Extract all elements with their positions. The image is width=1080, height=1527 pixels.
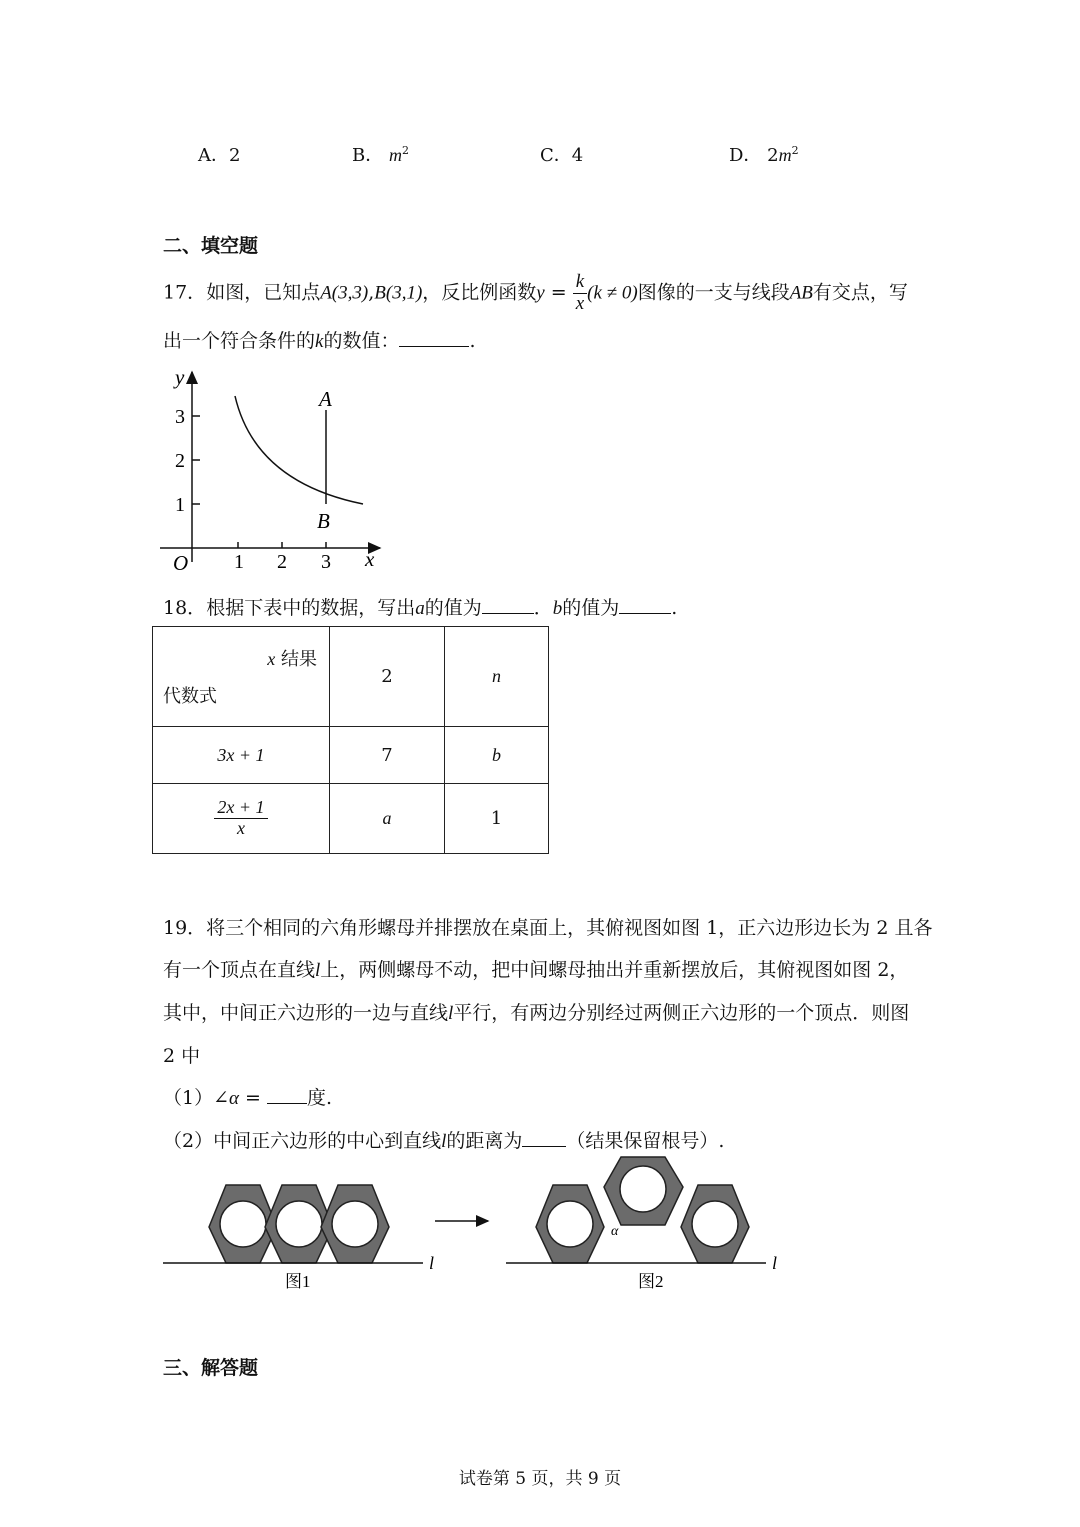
q17-var-k: k — [315, 331, 324, 352]
q19-var-l-3: l — [441, 1131, 447, 1152]
q19-line1: 19．将三个相同的六角形螺母并排摆放在桌面上，其俯视图如图 1，正六边形边长为 2 且各 — [163, 917, 933, 939]
table-row2-c1: a — [330, 784, 445, 854]
y-tick-label-2: 2 — [175, 450, 185, 472]
q17-number: 17． — [163, 281, 207, 304]
option-d-var: m — [778, 145, 792, 165]
q18-text3: 的值为 — [562, 597, 620, 619]
q19-var-l-2: l — [448, 1003, 454, 1024]
q17-frac-num: k — [573, 272, 587, 294]
fig2-alpha-label: α — [611, 1224, 619, 1239]
q18-var-a: a — [415, 598, 425, 619]
q18-number: 18． — [163, 597, 207, 619]
q17-frac-den: x — [575, 292, 585, 314]
fig1-hex-middle-hole — [276, 1201, 322, 1247]
q19-line2a: 有一个顶点在直线 — [163, 959, 316, 981]
q18-text1: 根据下表中的数据，写出 — [206, 597, 416, 619]
option-b-exp: 2 — [401, 144, 409, 157]
table-row2-expr — [153, 784, 330, 854]
point-b-label: B — [317, 509, 330, 533]
x-tick-label-2: 2 — [277, 551, 287, 573]
q18-table — [152, 626, 549, 854]
q19-sub1-end: 度. — [307, 1087, 333, 1109]
fig1-hex-right-hole — [332, 1201, 378, 1247]
y-tick-label-3: 3 — [175, 406, 185, 428]
table-row1-expr: 3x + 1 — [153, 727, 330, 784]
option-a — [198, 141, 240, 167]
q19-line2b: 上，两侧螺母不动，把中间螺母抽出并重新摆放后，其俯视图如图 2， — [320, 959, 909, 981]
q17-point-a: A(3,3) — [320, 282, 369, 304]
q19-sub2-mid: 的距离为 — [446, 1130, 523, 1152]
q17-func-y: y — [536, 282, 545, 304]
q17-line2 — [163, 326, 476, 353]
table-header-expr: 代数式 — [163, 686, 217, 707]
option-b — [352, 141, 409, 167]
q18-blank-b[interactable] — [619, 597, 671, 614]
fig2-caption: 图2 — [638, 1272, 664, 1291]
table-row2-c2: 1 — [445, 784, 549, 854]
hyperbola-curve — [235, 396, 363, 504]
page-footer: 试卷第 5 页，共 9 页 — [458, 1469, 622, 1489]
q17-period: . — [469, 330, 476, 352]
fig2-line-label: l — [772, 1253, 778, 1273]
fig2-hex-left-hole — [547, 1201, 593, 1247]
q19-line4: 2 中 — [163, 1045, 201, 1067]
q18-var-b: b — [552, 598, 563, 619]
y-axis-label: y — [175, 365, 185, 389]
q17-graph — [155, 362, 395, 580]
section-title-fill-blank: 二、填空题 — [163, 235, 259, 257]
q19-body — [163, 907, 933, 1163]
y-tick-label-1: 1 — [175, 494, 185, 516]
q18-dot: ． — [533, 597, 553, 619]
table-row2-den: x — [236, 818, 245, 838]
table-row-2 — [153, 784, 549, 854]
table-header-x-var: x — [267, 649, 276, 669]
q17-text1: 如图，已知点 — [206, 281, 321, 304]
table-row2-num: 2x + 1 — [214, 798, 267, 819]
q17-text2: ，反比例函数 — [422, 281, 537, 304]
section-title-answer: 三、解答题 — [163, 1357, 259, 1379]
q18-text2: 的值为 — [424, 597, 482, 619]
table-header-result: 结果 — [281, 649, 317, 670]
fig2-hex-right-hole — [692, 1201, 738, 1247]
option-d-exp: 2 — [791, 144, 799, 157]
option-b-label: B． — [352, 145, 384, 166]
q19-sub2-pre: （2）中间正六边形的中心到直线 — [163, 1130, 442, 1152]
fig1-line-label: l — [429, 1253, 435, 1273]
option-d — [729, 141, 799, 167]
q19-line3b: 平行，有两边分别经过两侧正六边形的一个顶点．则图 — [453, 1002, 910, 1024]
table-row1-c1: 7 — [330, 727, 445, 784]
x-axis-label: x — [365, 547, 375, 571]
q17-cond: (k ≠ 0) — [587, 282, 638, 304]
option-c — [540, 141, 583, 167]
q17-seg: AB — [789, 282, 813, 304]
q18-period: . — [671, 597, 678, 619]
table-header-diag-cell — [153, 627, 330, 727]
option-d-label: D． — [729, 145, 762, 166]
q17-line2-end: 的数值： — [323, 330, 400, 352]
q19-line3 — [163, 992, 933, 1035]
q17-point-b: B(3,1) — [374, 282, 423, 304]
q19-sub1-eq: = — [239, 1087, 267, 1109]
option-c-label: C． — [540, 145, 572, 166]
q17-sep: , — [368, 281, 375, 304]
q17-eq: = — [544, 281, 573, 304]
q18-line — [163, 593, 677, 620]
fig1-hex-left-hole — [220, 1201, 266, 1247]
figure-1 — [163, 1185, 434, 1291]
q17-line1 — [163, 272, 908, 315]
q18-blank-a[interactable] — [482, 597, 534, 614]
table-col1-header: 2 — [330, 627, 445, 727]
q17-line2-text: 出一个符合条件的 — [163, 330, 316, 352]
q19-line2 — [163, 949, 933, 992]
x-tick-label-3: 3 — [321, 551, 331, 573]
table-header-row — [153, 627, 549, 727]
q19-blank-1[interactable] — [267, 1087, 307, 1104]
fig1-caption: 图1 — [285, 1272, 311, 1291]
q19-line3a: 其中，中间正六边形的一边与直线 — [163, 1002, 449, 1024]
option-c-value: 4 — [571, 145, 584, 166]
q19-var-l: l — [315, 960, 321, 981]
table-row1-c2: b — [445, 727, 549, 784]
option-a-label: A． — [198, 145, 229, 166]
q17-text3: 图像的一支与线段 — [637, 281, 790, 304]
q19-sub2-end: （结果保留根号）. — [566, 1130, 725, 1152]
origin-label: O — [173, 551, 189, 575]
table-row-1 — [153, 727, 549, 784]
option-a-value: 2 — [229, 145, 241, 166]
point-a-label: A — [319, 387, 332, 411]
table-col2-header: n — [445, 627, 549, 727]
option-b-var: m — [388, 145, 402, 165]
q17-fraction — [573, 272, 587, 315]
figure-2 — [506, 1157, 777, 1291]
q17-text4: 有交点，写 — [812, 281, 908, 304]
fig2-hex-middle-hole — [620, 1166, 666, 1212]
q19-alpha: α — [229, 1088, 239, 1109]
x-tick-label-1: 1 — [234, 551, 244, 573]
q19-sub1 — [163, 1077, 933, 1120]
table-row2-fraction — [214, 798, 267, 839]
table-header-x — [267, 645, 317, 671]
q19-sub1-pre: （1）∠ — [163, 1087, 230, 1109]
q19-figures — [150, 1145, 790, 1295]
option-d-coef: 2 — [767, 145, 779, 166]
q17-answer-blank[interactable] — [399, 330, 469, 347]
